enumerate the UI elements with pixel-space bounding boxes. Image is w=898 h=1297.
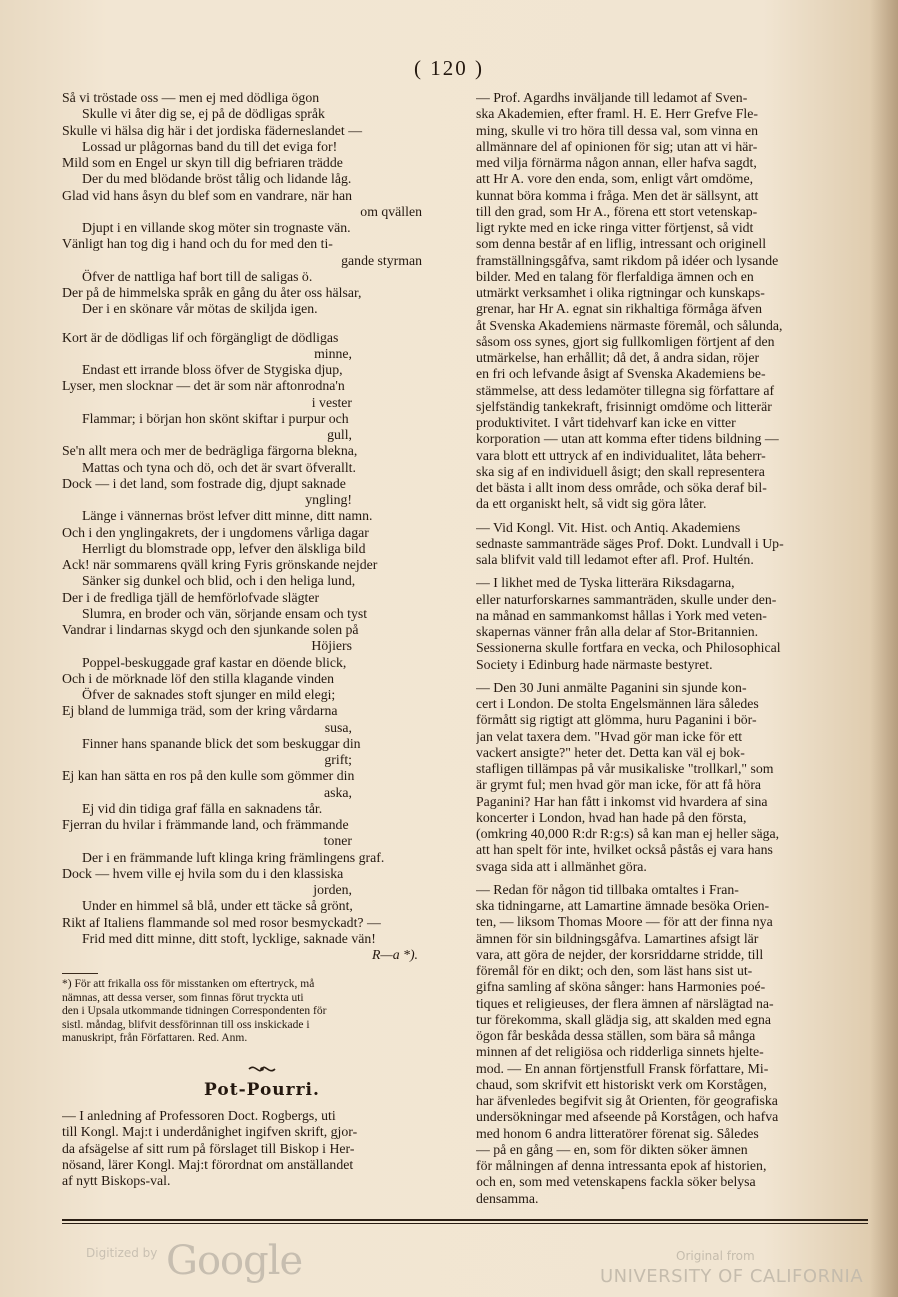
- verse-line: Der i en skönare vår mötas de skiljda igen.: [82, 301, 318, 317]
- text-line: till Kongl. Maj:t i underdånighet ingifven skrift, gjor-: [62, 1124, 358, 1140]
- text-line: nösand, lärer Kongl. Maj:t förordnat om anställandet: [62, 1156, 354, 1172]
- text-line: som denna består af en liflig, intressant och originell: [476, 236, 767, 252]
- university-text: UNIVERSITY OF CALIFORNIA: [600, 1266, 864, 1287]
- page-spine-shadow: [870, 0, 898, 1297]
- text-line: framställningsgåfva, samt rikdom på idéer och lysande: [476, 252, 779, 268]
- text-line: är grymt ful; men hvad gör man icke, för att få höra: [476, 777, 762, 793]
- news-item-academy: [476, 520, 868, 569]
- verse-line: Vandrar i lindarnas skygd och den sjunkande solen på: [62, 622, 359, 637]
- text-line: att han spelt för inte, hvilket också påstås ej vara hans: [476, 842, 773, 858]
- footnote-line: manuskript, från Författaren. Red. Anm.: [62, 1032, 248, 1045]
- text-line: — på en gång — en, som för dikten söker ämnen: [476, 1141, 748, 1157]
- poem-signature: R—a *).: [372, 947, 418, 962]
- text-line: ligt rykte med en icke ringa vitter förtjenst, så vidt: [476, 220, 754, 235]
- news-item-york: [476, 575, 868, 673]
- verse-line: Ej bland de lummiga träd, som der kring vårdarna: [62, 703, 338, 719]
- text-line: ögon får beskåda dessa ställen, som bära så många: [476, 1028, 756, 1043]
- text-line: förmått sig rigtigt att glömma, huru Paganini i bör-: [476, 712, 757, 728]
- verse-line: Ack! när sommarens qväll kring Fyris grönskande nejder: [62, 557, 378, 572]
- text-line: att Hr A. vore den enda, som, enligt vårt omdöme,: [476, 171, 754, 187]
- text-line: chaud, som skrifvit ett historiskt verk om Korstågen,: [476, 1076, 767, 1092]
- footnote-rule: [62, 973, 98, 974]
- verse-line: Herrligt du blomstrade opp, lefver den älskliga bild: [82, 540, 366, 556]
- text-line: ska tidningarne, att Lamartine ämnade besöka Orien-: [476, 898, 770, 913]
- verse-line: Så vi tröstade oss — men ej med dödliga ögon: [62, 90, 320, 105]
- verse-line: yngling!: [305, 492, 352, 507]
- verse-line: Lossad ur plågornas band du till det eviga for!: [82, 138, 338, 154]
- verse-line: Flammar; i början hon skönt skiftar i purpur och: [82, 410, 349, 426]
- verse-line: Rikt af Italiens flammande sol med rosor besmyckadt? —: [62, 914, 381, 930]
- verse-line: Dock — i det land, som fostrade dig, djupt saknade: [62, 475, 346, 491]
- text-line: tiques et religieuses, der flera ämnen af närslägtad na-: [476, 995, 774, 1011]
- text-line: — Vid Kongl. Vit. Hist. och Antiq. Akademiens: [476, 519, 741, 535]
- poem-stanza-2: [62, 330, 462, 948]
- section-header: [62, 1062, 462, 1098]
- text-line: svaga sida att i allmänhet göra.: [476, 858, 647, 874]
- text-line: ska sig af en individuell åsigt; den skall representera: [476, 463, 765, 479]
- verse-line: Frid med ditt minne, ditt stoft, lycklige, saknade vän!: [82, 930, 376, 946]
- text-line: och en, som med vetenskapens fackla söker belysa: [476, 1174, 756, 1190]
- text-line: af nytt Biskops-val.: [62, 1173, 171, 1188]
- verse-line: Endast ett irrande bloss öfver de Stygiska djup,: [82, 362, 343, 377]
- verse-line: om qvällen: [360, 203, 422, 219]
- verse-line: Se'n allt mera och mer de bedrägliga färgorna blekna,: [62, 443, 358, 459]
- text-line: vackert ansigte?" heter det. Detta kan väl ej bok-: [476, 744, 745, 760]
- text-line: produktivitet. I vårt tidehvarf kan icke en vitter: [476, 415, 736, 430]
- text-line: ten, — liksom Thomas Moore — för att der finna nya: [476, 914, 773, 930]
- text-line: grenar, har Hr A. egnat sin rikhaltiga förmåga äfven: [476, 301, 763, 317]
- verse-line: Mattas och tyna och dö, och det är svart öfverallt.: [82, 459, 356, 475]
- verse-line: jorden,: [313, 882, 352, 897]
- text-line: da ett organiskt helt, så vidt sig göra låter.: [476, 496, 707, 512]
- text-line: — Den 30 Juni anmälte Paganini sin sjunde kon-: [476, 679, 747, 695]
- verse-line: Fjerran du hvilar i främmande land, och främmande: [62, 817, 349, 832]
- text-line: åt Svenska Akademiens närmaste föremål, och sålunda,: [476, 317, 783, 333]
- text-line: ämnen för sin bildningsgåfva. Lamartines afsigt lär: [476, 930, 759, 946]
- text-line: (omkring 40,000 R:dr R:g:s) så kan man ej heller säga,: [476, 826, 780, 841]
- text-line: med vilja förnärma någon annan, eller hafva sagdt,: [476, 155, 757, 170]
- text-line: na månad en sammankomst hållas i York med veten-: [476, 607, 767, 623]
- section-title: Pot-Pourri.: [204, 1079, 320, 1100]
- text-line: koncerter i London, hvad han hade på den första,: [476, 809, 747, 825]
- verse-line: Öfver de nattliga haf bort till de saligas ö.: [82, 268, 313, 284]
- ornament-icon: [247, 1062, 277, 1076]
- verse-line: minne,: [314, 345, 352, 361]
- text-line: — Prof. Agardhs inväljande till ledamot af Sven-: [476, 90, 748, 105]
- verse-line: Öfver de saknades stoft sjunger en mild elegi;: [82, 687, 336, 702]
- text-line: stämmelse, att dess ledamöter tillegna sig författare af: [476, 382, 775, 398]
- text-line: cert i London. De stolta Engelsmännen lära således: [476, 696, 759, 711]
- verse-line: Der i en främmande luft klinga kring främlingens graf.: [82, 849, 385, 865]
- text-line: utmärkelse, han erhållit; då det, å andra sidan, röjer: [476, 350, 760, 365]
- verse-line: Höjiers: [311, 638, 352, 654]
- verse-line: Och i den ynglingakrets, der i ungdomens vårliga dagar: [62, 524, 369, 540]
- text-line: såsom oss synes, gjort sig fullkomligen förtjent af den: [476, 333, 775, 349]
- text-line: ska Akademien, efter framl. H. E. Herr Grefve Fle-: [476, 106, 758, 122]
- text-line: har äfvenledes begifvit sig åt Orienten, för geografiska: [476, 1093, 778, 1108]
- text-line: sednaste sammanträde säges Prof. Dokt. Lundvall i Up-: [476, 535, 784, 551]
- footnote-line: *) För att frikalla oss för misstanken om eftertryck, må: [62, 978, 315, 991]
- original-from-text: Original from: [676, 1249, 755, 1263]
- text-line: skapernas vänner från alla delar af Stor-Britannien.: [476, 624, 759, 639]
- verse-line: susa,: [324, 719, 352, 735]
- text-line: da afsägelse af sitt rum på förslaget till Biskop i Her-: [62, 1140, 355, 1156]
- verse-line: Under en himmel så blå, under ett täcke så grönt,: [82, 898, 353, 914]
- verse-line: toner: [323, 833, 352, 849]
- verse-line: Skulle vi hälsa dig här i det jordiska fäderneslandet —: [62, 122, 363, 138]
- verse-line: Djupt i en villande skog möter sin trognaste vän.: [82, 220, 351, 235]
- right-column: [476, 90, 868, 1207]
- text-line: sala blifvit vald till ledamot efter afl. Prof. Hultén.: [476, 552, 754, 567]
- text-line: mod. — En annan förtjenstfull Fransk författare, Mi-: [476, 1060, 769, 1076]
- digitized-by-text: Digitized by: [86, 1246, 158, 1260]
- text-line: Society i Edinburg hade närmaste bestyret.: [476, 656, 713, 672]
- poem-stanza-1: [62, 90, 462, 318]
- verse-line: Kort är de dödligas lif och förgängligt de dödligas: [62, 329, 339, 345]
- verse-line: Skulle vi åter dig se, ej på de dödligas språk: [82, 106, 325, 122]
- footnote: [62, 978, 462, 1046]
- text-line: med honom 6 andra litteratörer förenat sig. Således: [476, 1125, 759, 1141]
- verse-line: gande styrman: [341, 252, 422, 268]
- footnote-line: sistl. måndag, blifvit dessförinnan till oss inskickade i: [62, 1018, 310, 1031]
- text-line: stafligen tillämpas på vår musikaliske "trollkarl," som: [476, 761, 774, 776]
- verse-line: Slumra, en broder och vän, sörjande ensam och tyst: [82, 605, 368, 621]
- text-line: för målningen af denna intressanta epok af historien,: [476, 1158, 767, 1173]
- verse-line: Länge i vännernas bröst lefver ditt minne, ditt namn.: [82, 508, 373, 524]
- verse-line: gull,: [327, 427, 352, 442]
- text-line: utmärkt verksamhet i olika rigtningar och kunskaps-: [476, 285, 765, 300]
- text-line: bilder. Med en talang för flerfaldiga ämnen och en: [476, 268, 754, 284]
- verse-line: Finner hans spanande blick det som beskuggar din: [82, 735, 361, 751]
- text-line: allmännare del af opinionen för sig; utan att vi här-: [476, 138, 758, 154]
- text-line: gifna samling af sköna sånger: hans Harmonies poé-: [476, 979, 766, 995]
- left-column: [62, 90, 462, 1189]
- verse-line: Der du med blödande bröst tålig och lidande låg.: [82, 171, 352, 187]
- google-logo: Google: [166, 1238, 303, 1284]
- news-item-paganini: [476, 680, 868, 875]
- text-line: tur förekomma, skall glädja sig, att skalden med egna: [476, 1011, 772, 1027]
- text-line: densamma.: [476, 1190, 539, 1206]
- verse-line: Ej vid din tidiga graf fälla en saknadens tår.: [82, 800, 323, 816]
- bottom-double-rule: [62, 1219, 868, 1224]
- footnote-line: nämnas, att dessa verser, som finnas förut tryckta uti: [62, 991, 304, 1004]
- verse-line: Sänker sig dunkel och blid, och i den heliga lund,: [82, 573, 356, 589]
- footnote-line: den i Upsala utkommande tidningen Correspondenten för: [62, 1005, 327, 1018]
- verse-line: Poppel-beskuggade graf kastar en döende blick,: [82, 654, 347, 670]
- news-item-agardh: [476, 90, 868, 513]
- text-line: — I anledning af Professoren Doct. Rogbergs, uti: [62, 1108, 336, 1123]
- pot-pourri-item-1: [62, 1108, 462, 1189]
- text-line: korporation — utan att komma efter tidens bildning —: [476, 431, 779, 447]
- verse-line: aska,: [324, 784, 352, 800]
- text-line: — Redan för någon tid tillbaka omtaltes i Fran-: [476, 881, 739, 897]
- text-line: till den grad, som Hr A., förena ett stort vetenskap-: [476, 203, 758, 219]
- text-line: undersökningar med afseende på Korstågen, och hafva: [476, 1109, 779, 1125]
- text-line: ming, skulle vi tro höra till dessa val, som vinna en: [476, 122, 759, 138]
- verse-line: Mild som en Engel ur skyn till dig befriaren trädde: [62, 155, 343, 170]
- text-line: sjelfständig tankekraft, frisinnigt omdöme och litterär: [476, 398, 772, 414]
- text-line: vara, att göra de nejder, der korsriddarne stridde, till: [476, 946, 764, 962]
- text-line: vara blott ett uttryck af en individualitet, låta beherr-: [476, 447, 766, 463]
- text-line: eller naturforskarnes sammanträden, skulle under den-: [476, 591, 777, 607]
- text-line: Sessionerna skulle fortfara en vecka, och Philosophical: [476, 640, 781, 656]
- page-number: ( 120 ): [414, 56, 484, 80]
- verse-line: Dock — hvem ville ej hvila som du i den klassiska: [62, 865, 344, 881]
- verse-line: i vester: [311, 394, 352, 410]
- verse-line: Der i de fredliga tjäll de hemförlofvade slägter: [62, 589, 320, 605]
- verse-line: Och i de mörknade löf den stilla klagande vinden: [62, 670, 335, 686]
- text-line: minnen af det religiösa och ridderliga sinnets hjelte-: [476, 1044, 764, 1060]
- verse-line: grift;: [324, 752, 352, 767]
- verse-line: Glad vid hans åsyn du blef som en vandrare, när han: [62, 187, 353, 203]
- text-line: föremål för en dikt; och den, som läst hans sist ut-: [476, 963, 753, 978]
- verse-line: Vänligt han tog dig i hand och du for med den ti-: [62, 236, 333, 252]
- text-line: det bästa i allt inom dess område, och söka deraf bil-: [476, 480, 767, 495]
- news-item-lamartine: [476, 882, 868, 1207]
- text-line: jan velat taxera dem. "Hvad gör man icke för ett: [476, 728, 743, 744]
- text-line: kunnat böra komma i fråga. Men det är sällsynt, att: [476, 187, 759, 203]
- text-line: — I likhet med de Tyska litterära Riksdagarna,: [476, 575, 735, 591]
- text-line: en fri och lefvande åsigt af Svenska Akademiens be-: [476, 366, 766, 382]
- verse-line: Ej kan han sätta en ros på den kulle som gömmer din: [62, 768, 355, 784]
- text-line: Paganini? Har han fått i inkomst vid hvardera af sina: [476, 793, 768, 809]
- verse-line: Der på de himmelska språk en gång du åter oss hälsar,: [62, 285, 362, 300]
- verse-line: Lyser, men slocknar — det är som när aftonrodna'n: [62, 378, 345, 394]
